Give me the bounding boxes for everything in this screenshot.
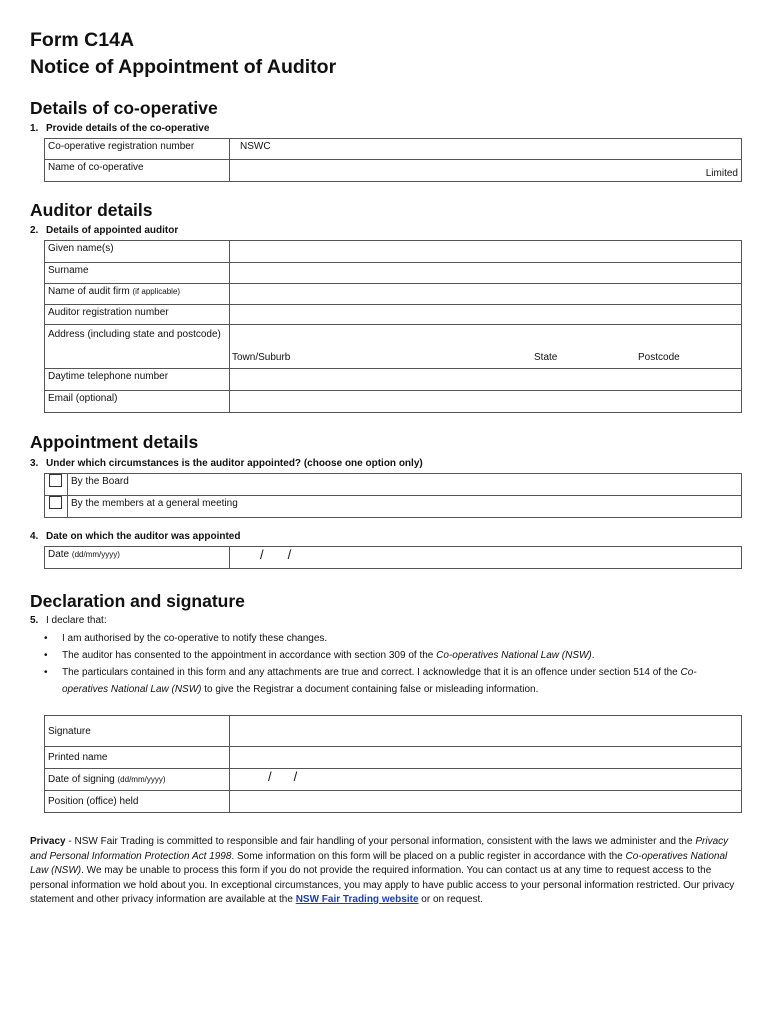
signature-label: Signature [45,716,230,747]
privacy-text: - NSW Fair Trading is committed to responsible and fair handling of your personal information, consistent with the laws we administer and the [65,836,696,847]
given-name-field[interactable] [230,241,742,263]
question-1-text: Provide details of the co-operative [46,123,210,134]
declaration-item-text: The particulars contained in this form and any attachments are true and correct. I acknowledge that it is an offence under section 514 of the [62,667,681,678]
question-5 [30,615,107,626]
privacy-act-name: Privacy and Personal Information Protection Act 1998 [30,836,729,862]
declaration-item-text: to give the Registrar a document containing false or misleading information. [201,684,539,695]
position-label: Position (office) held [45,791,230,813]
email-label: Email (optional) [45,391,230,413]
signing-date-label-text: Date of signing [48,774,115,785]
audit-firm-label [45,284,230,305]
coop-reg-field[interactable] [230,139,742,160]
form-title-block [30,27,336,81]
question-5-number: 5. [30,615,39,626]
appointment-date-hint: (dd/mm/yyyy) [71,550,120,559]
signing-date-field[interactable] [230,769,742,791]
question-2-number: 2. [30,225,39,236]
declaration-item-text: I am authorised by the co-operative to notify these changes. [62,633,328,644]
board-option-label: By the Board [68,474,742,496]
coop-name-suffix: Limited [705,168,738,179]
declaration-item [44,664,734,698]
fair-trading-website-link[interactable]: NSW Fair Trading website [295,894,419,905]
state-label: State [534,352,558,363]
board-checkbox-cell [45,474,68,496]
members-option-label: By the members at a general meeting [68,496,742,518]
question-2-text: Details of appointed auditor [46,225,179,236]
audit-firm-field[interactable] [230,284,742,305]
question-5-text: I declare that: [46,615,107,626]
declaration-item [44,630,734,647]
coop-heading: Details of co-operative [30,98,218,118]
auditor-reg-label: Auditor registration number [45,305,230,325]
question-4 [30,531,240,542]
coop-table [44,138,742,182]
question-4-text: Date on which the auditor was appointed [46,531,241,542]
privacy-lead: Privacy [30,836,66,847]
given-name-label: Given name(s) [45,241,230,263]
signature-field[interactable] [230,716,742,747]
privacy-notice [30,835,742,908]
law-name: Co-operatives National Law (NSW) [62,667,697,695]
appointment-options-table [44,473,742,518]
question-3-number: 3. [30,458,39,469]
coop-name-label: Name of co-operative [45,160,230,182]
privacy-text: . Some information on this form will be placed on a public register in accordance with the [231,850,626,862]
declaration-heading: Declaration and signature [30,591,245,611]
appointment-date-table [44,546,742,569]
law-name: Co-operatives National Law (NSW) [30,850,728,876]
declaration-item [44,647,734,664]
question-4-number: 4. [30,531,39,542]
signing-date-label [45,769,230,791]
question-3 [30,458,423,469]
auditor-reg-field[interactable] [230,305,742,325]
auditor-table [44,240,742,413]
position-field[interactable] [230,791,742,813]
question-1 [30,123,209,134]
postcode-label: Postcode [638,352,680,363]
form-title: Notice of Appointment of Auditor [30,56,337,78]
appointment-date-label-text: Date [48,549,70,560]
date-separator: / [293,769,298,784]
phone-label: Daytime telephone number [45,369,230,391]
date-separator: / [268,769,272,784]
surname-field[interactable] [230,263,742,284]
question-2 [30,225,178,236]
audit-firm-label-text: Name of audit firm [48,286,130,297]
question-3-text: Under which circumstances is the auditor appointed? (choose one option only) [46,458,423,469]
surname-label: Surname [45,263,230,284]
address-field[interactable] [230,325,742,369]
privacy-text: or on request. [418,894,483,905]
declaration-list [44,630,734,698]
signing-date-hint: (dd/mm/yyyy) [117,775,166,784]
board-checkbox[interactable] [49,474,62,487]
coop-reg-label: Co-operative registration number [45,139,230,160]
auditor-heading: Auditor details [30,200,153,220]
coop-name-field[interactable] [230,160,742,182]
phone-field[interactable] [230,369,742,391]
printed-name-field[interactable] [230,747,742,769]
date-separator: / [260,547,264,562]
members-checkbox[interactable] [49,496,62,509]
appointment-date-field[interactable] [230,547,742,569]
signature-table [44,715,742,813]
date-separator: / [287,547,292,562]
question-1-number: 1. [30,123,39,134]
address-label: Address (including state and postcode) [45,325,230,369]
form-code: Form C14A [30,29,135,51]
law-name: Co-operatives National Law (NSW) [436,650,592,661]
declaration-item-text: The auditor has consented to the appointment in accordance with section 309 of the [62,650,437,661]
email-field[interactable] [230,391,742,413]
members-checkbox-cell [45,496,68,518]
declaration-item-text: . [591,650,595,661]
printed-name-label: Printed name [45,747,230,769]
audit-firm-hint: (if applicable) [132,287,181,296]
coop-reg-prefix: NSWC [240,141,271,152]
town-label: Town/Suburb [232,352,291,363]
appointment-heading: Appointment details [30,432,199,452]
appointment-date-label [45,547,230,569]
privacy-text: . We may be unable to process this form if you do not provide the required information. You can contact us at any time to request access to the personal information we hold about you. In exceptional circumstances, you may apply to have public access to your personal information restricted. Our privacy statement and other privacy information are available at the [30,865,735,905]
